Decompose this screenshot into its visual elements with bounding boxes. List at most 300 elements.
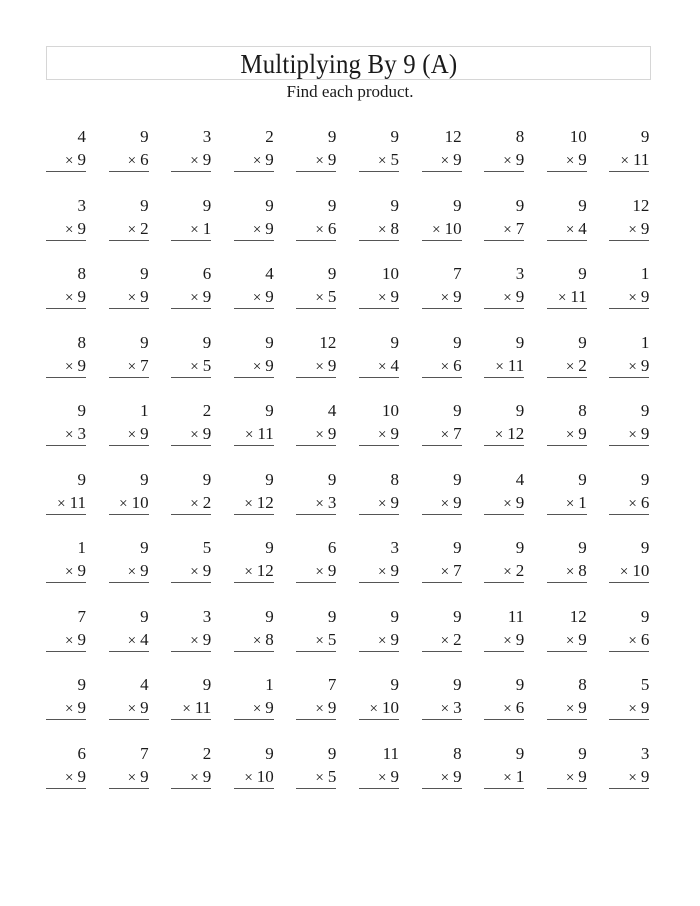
page-title: Multiplying By 9 (A) bbox=[240, 49, 457, 79]
times-icon: × bbox=[503, 769, 512, 786]
multiplication-problem bbox=[422, 126, 462, 176]
multiplication-problem bbox=[46, 537, 86, 587]
multiplicand: 9 bbox=[390, 332, 399, 352]
times-icon: × bbox=[628, 495, 637, 512]
answer-line bbox=[296, 445, 336, 446]
multiplicand: 9 bbox=[202, 469, 212, 489]
multiplier-line bbox=[503, 698, 524, 719]
multiplication-problem bbox=[359, 469, 399, 519]
answer-line bbox=[422, 445, 462, 446]
multiplier: 9 bbox=[640, 424, 650, 443]
multiplier: 8 bbox=[390, 218, 399, 238]
multiplicand: 9 bbox=[390, 127, 399, 146]
times-icon: × bbox=[244, 495, 253, 512]
multiplicand: 9 bbox=[265, 332, 274, 352]
times-icon: × bbox=[503, 701, 512, 717]
multiplicand: 9 bbox=[453, 332, 462, 352]
times-icon: × bbox=[127, 701, 137, 717]
multiplier: 9 bbox=[640, 698, 650, 717]
multiplication-problem bbox=[46, 332, 86, 382]
multiplicand: 8 bbox=[578, 675, 587, 694]
multiplication-problem bbox=[109, 674, 149, 724]
answer-line bbox=[609, 651, 649, 652]
multiplier: 5 bbox=[327, 629, 337, 649]
answer-line bbox=[109, 445, 149, 446]
answer-line bbox=[171, 788, 211, 789]
answer-line bbox=[109, 582, 149, 583]
answer-line bbox=[109, 788, 149, 789]
answer-line bbox=[547, 582, 587, 583]
multiplier-line bbox=[628, 630, 649, 651]
answer-line bbox=[109, 377, 149, 378]
times-icon: × bbox=[503, 153, 512, 169]
multiplicand: 9 bbox=[390, 606, 399, 626]
times-icon: × bbox=[190, 769, 199, 786]
times-icon: × bbox=[503, 632, 512, 649]
multiplicand: 9 bbox=[140, 332, 149, 352]
times-icon: × bbox=[440, 632, 450, 649]
answer-line bbox=[109, 719, 149, 720]
instructions: Find each product. bbox=[286, 82, 414, 101]
multiplication-problem bbox=[46, 743, 86, 793]
problem-grid bbox=[46, 126, 656, 811]
multiplication-problem bbox=[484, 126, 524, 176]
multiplier-line bbox=[441, 287, 462, 308]
multiplication-problem bbox=[359, 537, 399, 587]
multiplicand: 1 bbox=[640, 332, 650, 352]
times-icon: × bbox=[315, 701, 324, 717]
multiplier: 2 bbox=[578, 355, 587, 375]
multiplier-line bbox=[441, 424, 462, 445]
multiplier: 5 bbox=[327, 766, 337, 786]
multiplier: 9 bbox=[640, 355, 650, 375]
multiplicand: 9 bbox=[77, 401, 86, 420]
times-icon: × bbox=[65, 290, 74, 306]
multiplication-problem bbox=[234, 743, 274, 793]
times-icon: × bbox=[565, 495, 575, 512]
times-icon: × bbox=[440, 427, 450, 443]
answer-line bbox=[296, 788, 336, 789]
multiplication-problem bbox=[547, 400, 587, 450]
answer-line bbox=[296, 377, 336, 378]
times-icon: × bbox=[503, 495, 512, 512]
multiplier: 3 bbox=[327, 492, 337, 512]
multiplication-problem bbox=[234, 126, 274, 176]
answer-line bbox=[484, 582, 524, 583]
multiplicand: 12 bbox=[569, 606, 587, 626]
multiplication-problem bbox=[171, 674, 211, 724]
multiplication-problem bbox=[359, 606, 399, 656]
times-icon: × bbox=[440, 153, 450, 169]
answer-line bbox=[234, 582, 274, 583]
answer-line bbox=[234, 377, 274, 378]
multiplier-line bbox=[628, 767, 649, 788]
multiplicand: 9 bbox=[327, 743, 337, 763]
multiplication-problem bbox=[234, 674, 274, 724]
multiplicand: 9 bbox=[453, 195, 462, 215]
multiplier: 5 bbox=[327, 287, 337, 306]
times-icon: × bbox=[127, 564, 137, 580]
times-icon: × bbox=[244, 564, 253, 580]
times-icon: × bbox=[628, 358, 637, 375]
answer-line bbox=[547, 514, 587, 515]
multiplication-problem bbox=[234, 469, 274, 519]
multiplicand: 4 bbox=[140, 675, 149, 694]
multiplier-line bbox=[628, 356, 649, 377]
times-icon: × bbox=[378, 495, 387, 512]
multiplier-line bbox=[190, 356, 211, 377]
multiplier-line bbox=[378, 630, 399, 651]
multiplier-line bbox=[503, 493, 524, 514]
multiplication-problem bbox=[46, 400, 86, 450]
answer-line bbox=[359, 651, 399, 652]
multiplier-line bbox=[503, 630, 524, 651]
multiplier: 9 bbox=[515, 287, 525, 306]
multiplier: 2 bbox=[202, 492, 212, 512]
answer-line bbox=[234, 171, 274, 172]
answer-line bbox=[484, 308, 524, 309]
multiplier: 10 bbox=[632, 561, 650, 580]
multiplier-line bbox=[190, 561, 211, 582]
answer-line bbox=[547, 445, 587, 446]
problem-row bbox=[46, 400, 656, 469]
problem-row bbox=[46, 126, 656, 195]
multiplier: 6 bbox=[327, 218, 337, 238]
answer-line bbox=[547, 719, 587, 720]
multiplier-line bbox=[128, 424, 149, 445]
multiplication-problem bbox=[422, 400, 462, 450]
multiplier-line bbox=[65, 219, 86, 240]
times-icon: × bbox=[190, 495, 199, 512]
multiplier: 8 bbox=[578, 561, 587, 580]
answer-line bbox=[609, 514, 649, 515]
multiplier: 9 bbox=[265, 355, 274, 375]
multiplicand: 9 bbox=[265, 469, 274, 489]
multiplicand: 9 bbox=[140, 195, 149, 215]
multiplier-line bbox=[495, 356, 524, 377]
times-icon: × bbox=[565, 153, 575, 169]
answer-line bbox=[547, 308, 587, 309]
multiplier: 11 bbox=[570, 287, 587, 306]
times-icon: × bbox=[315, 358, 324, 375]
multiplicand: 9 bbox=[265, 606, 274, 626]
multiplication-problem bbox=[609, 537, 649, 587]
multiplication-problem bbox=[234, 400, 274, 450]
multiplier-line bbox=[190, 767, 211, 788]
multiplier-line bbox=[190, 493, 211, 514]
multiplication-problem bbox=[359, 126, 399, 176]
answer-line bbox=[609, 240, 649, 241]
multiplier: 9 bbox=[77, 287, 86, 306]
multiplier-line bbox=[378, 150, 399, 171]
multiplier-line bbox=[315, 287, 336, 308]
times-icon: × bbox=[440, 564, 450, 580]
answer-line bbox=[109, 514, 149, 515]
multiplication-problem bbox=[234, 332, 274, 382]
multiplication-problem bbox=[422, 332, 462, 382]
answer-line bbox=[609, 582, 649, 583]
multiplicand: 8 bbox=[515, 127, 525, 146]
times-icon: × bbox=[628, 427, 637, 443]
multiplicand: 5 bbox=[202, 538, 212, 557]
multiplicand: 9 bbox=[265, 401, 274, 420]
times-icon: × bbox=[495, 358, 504, 375]
multiplication-problem bbox=[547, 263, 587, 313]
multiplier: 3 bbox=[453, 698, 462, 717]
multiplier: 9 bbox=[640, 766, 650, 786]
multiplier: 9 bbox=[390, 287, 399, 306]
multiplier: 10 bbox=[444, 218, 462, 238]
times-icon: × bbox=[315, 564, 324, 580]
times-icon: × bbox=[378, 564, 387, 580]
answer-line bbox=[296, 514, 336, 515]
answer-line bbox=[484, 514, 524, 515]
answer-line bbox=[609, 171, 649, 172]
times-icon: × bbox=[127, 769, 137, 786]
multiplier-line bbox=[128, 287, 149, 308]
multiplier: 12 bbox=[256, 561, 274, 580]
multiplier-line bbox=[441, 630, 462, 651]
times-icon: × bbox=[57, 495, 66, 512]
multiplier: 9 bbox=[453, 492, 462, 512]
multiplication-problem bbox=[46, 126, 86, 176]
multiplier-line bbox=[441, 150, 462, 171]
multiplicand: 9 bbox=[77, 469, 86, 489]
multiplicand: 6 bbox=[327, 538, 337, 557]
answer-line bbox=[422, 514, 462, 515]
multiplication-problem bbox=[171, 332, 211, 382]
multiplicand: 1 bbox=[265, 675, 274, 694]
answer-line bbox=[46, 582, 86, 583]
multiplicand: 9 bbox=[578, 743, 587, 763]
multiplicand: 9 bbox=[202, 332, 212, 352]
multiplier-line bbox=[566, 698, 587, 719]
answer-line bbox=[484, 171, 524, 172]
multiplier-line bbox=[566, 630, 587, 651]
multiplication-problem bbox=[109, 743, 149, 793]
multiplier-line bbox=[190, 150, 211, 171]
multiplier: 6 bbox=[515, 698, 525, 717]
multiplication-problem bbox=[109, 537, 149, 587]
multiplier-line bbox=[128, 767, 149, 788]
multiplicand: 9 bbox=[327, 469, 337, 489]
multiplication-problem bbox=[484, 606, 524, 656]
multiplier: 9 bbox=[327, 355, 337, 375]
multiplier: 1 bbox=[578, 492, 587, 512]
multiplier-line bbox=[128, 630, 149, 651]
multiplicand: 1 bbox=[640, 264, 650, 283]
multiplicand: 9 bbox=[327, 195, 337, 215]
multiplication-problem bbox=[109, 400, 149, 450]
multiplier: 9 bbox=[453, 287, 462, 306]
multiplicand: 9 bbox=[515, 332, 525, 352]
times-icon: × bbox=[440, 358, 450, 375]
times-icon: × bbox=[494, 427, 504, 443]
times-icon: × bbox=[565, 221, 575, 238]
times-icon: × bbox=[315, 221, 324, 238]
times-icon: × bbox=[127, 153, 137, 169]
multiplier-line bbox=[628, 219, 649, 240]
multiplier-line bbox=[253, 356, 274, 377]
multiplication-problem bbox=[359, 674, 399, 724]
multiplier-line bbox=[503, 561, 524, 582]
multiplier: 9 bbox=[202, 766, 212, 786]
multiplier-line bbox=[253, 630, 274, 651]
times-icon: × bbox=[119, 495, 128, 512]
times-icon: × bbox=[190, 153, 199, 169]
multiplier-line bbox=[566, 150, 587, 171]
multiplier-line bbox=[65, 767, 86, 788]
multiplier: 9 bbox=[327, 150, 337, 169]
times-icon: × bbox=[252, 701, 262, 717]
multiplicand: 9 bbox=[140, 606, 149, 626]
multiplier-line bbox=[65, 356, 86, 377]
times-icon: × bbox=[620, 153, 630, 169]
answer-line bbox=[296, 651, 336, 652]
answer-line bbox=[609, 719, 649, 720]
multiplier-line bbox=[315, 698, 336, 719]
multiplicand: 9 bbox=[390, 675, 399, 694]
multiplication-problem bbox=[109, 606, 149, 656]
answer-line bbox=[609, 788, 649, 789]
multiplication-problem bbox=[422, 469, 462, 519]
times-icon: × bbox=[65, 153, 74, 169]
answer-line bbox=[234, 788, 274, 789]
multiplier: 9 bbox=[390, 492, 399, 512]
multiplication-problem bbox=[609, 263, 649, 313]
times-icon: × bbox=[628, 221, 637, 238]
multiplier-line bbox=[315, 561, 336, 582]
multiplier: 9 bbox=[265, 218, 274, 238]
multiplicand: 9 bbox=[202, 675, 212, 694]
multiplicand: 9 bbox=[640, 401, 650, 420]
multiplier-line bbox=[503, 219, 524, 240]
multiplicand: 9 bbox=[327, 127, 337, 146]
times-icon: × bbox=[628, 701, 637, 717]
multiplier: 9 bbox=[515, 150, 525, 169]
problem-row bbox=[46, 263, 656, 332]
answer-line bbox=[171, 719, 211, 720]
times-icon: × bbox=[378, 290, 387, 306]
multiplicand: 9 bbox=[453, 606, 462, 626]
answer-line bbox=[422, 308, 462, 309]
multiplier: 11 bbox=[507, 355, 525, 375]
multiplication-problem bbox=[359, 195, 399, 245]
answer-line bbox=[296, 582, 336, 583]
times-icon: × bbox=[503, 221, 512, 238]
multiplier-line bbox=[65, 561, 86, 582]
times-icon: × bbox=[190, 290, 199, 306]
multiplication-problem bbox=[484, 263, 524, 313]
times-icon: × bbox=[565, 632, 575, 649]
answer-line bbox=[484, 445, 524, 446]
multiplier-line bbox=[65, 287, 86, 308]
multiplicand: 11 bbox=[507, 606, 525, 626]
multiplier-line bbox=[182, 698, 211, 719]
answer-line bbox=[109, 651, 149, 652]
multiplier: 9 bbox=[77, 218, 86, 238]
times-icon: × bbox=[315, 153, 324, 169]
times-icon: × bbox=[65, 701, 74, 717]
multiplier-line bbox=[315, 767, 336, 788]
multiplicand: 9 bbox=[640, 606, 650, 626]
multiplication-problem bbox=[422, 195, 462, 245]
title-box bbox=[46, 46, 651, 80]
times-icon: × bbox=[315, 427, 324, 443]
multiplier: 9 bbox=[140, 424, 149, 443]
multiplier-line bbox=[628, 424, 649, 445]
multiplier-line bbox=[253, 150, 274, 171]
multiplier-line bbox=[378, 356, 399, 377]
answer-line bbox=[359, 377, 399, 378]
answer-line bbox=[422, 240, 462, 241]
multiplication-problem bbox=[296, 332, 336, 382]
multiplier: 9 bbox=[515, 629, 525, 649]
multiplier: 11 bbox=[633, 150, 650, 169]
multiplicand: 7 bbox=[327, 675, 337, 694]
times-icon: × bbox=[190, 221, 199, 238]
multiplicand: 9 bbox=[515, 743, 525, 763]
problem-row bbox=[46, 674, 656, 743]
multiplicand: 9 bbox=[453, 469, 462, 489]
multiplier: 5 bbox=[390, 150, 399, 169]
multiplier: 6 bbox=[640, 629, 650, 649]
multiplicand: 9 bbox=[515, 538, 525, 557]
multiplication-problem bbox=[109, 332, 149, 382]
multiplier-line bbox=[432, 219, 461, 240]
answer-line bbox=[171, 582, 211, 583]
multiplier-line bbox=[244, 767, 273, 788]
answer-line bbox=[296, 308, 336, 309]
times-icon: × bbox=[244, 769, 253, 786]
multiplier: 1 bbox=[202, 218, 212, 238]
multiplier: 12 bbox=[256, 492, 274, 512]
answer-line bbox=[234, 240, 274, 241]
multiplier-line bbox=[253, 287, 274, 308]
times-icon: × bbox=[65, 564, 74, 580]
multiplication-problem bbox=[484, 537, 524, 587]
multiplicand: 9 bbox=[453, 675, 462, 694]
multiplication-problem bbox=[422, 674, 462, 724]
answer-line bbox=[359, 445, 399, 446]
multiplier: 12 bbox=[507, 424, 525, 443]
answer-line bbox=[46, 514, 86, 515]
multiplier: 9 bbox=[202, 287, 212, 306]
multiplicand: 9 bbox=[515, 195, 525, 215]
multiplicand: 3 bbox=[640, 743, 650, 763]
multiplicand: 8 bbox=[77, 332, 86, 352]
times-icon: × bbox=[252, 358, 262, 375]
multiplier: 9 bbox=[640, 218, 650, 238]
problem-row bbox=[46, 195, 656, 264]
answer-line bbox=[547, 240, 587, 241]
times-icon: × bbox=[65, 358, 74, 375]
times-icon: × bbox=[315, 632, 324, 649]
times-icon: × bbox=[557, 290, 567, 306]
multiplier: 9 bbox=[265, 698, 274, 717]
multiplier-line bbox=[315, 150, 336, 171]
problem-row bbox=[46, 332, 656, 401]
multiplier: 7 bbox=[140, 355, 149, 375]
multiplier: 11 bbox=[257, 424, 274, 443]
answer-line bbox=[484, 719, 524, 720]
multiplier-line bbox=[378, 767, 399, 788]
multiplier: 9 bbox=[390, 424, 399, 443]
multiplication-problem bbox=[547, 332, 587, 382]
multiplier-line bbox=[441, 698, 462, 719]
times-icon: × bbox=[65, 427, 74, 443]
multiplier: 3 bbox=[77, 424, 86, 443]
